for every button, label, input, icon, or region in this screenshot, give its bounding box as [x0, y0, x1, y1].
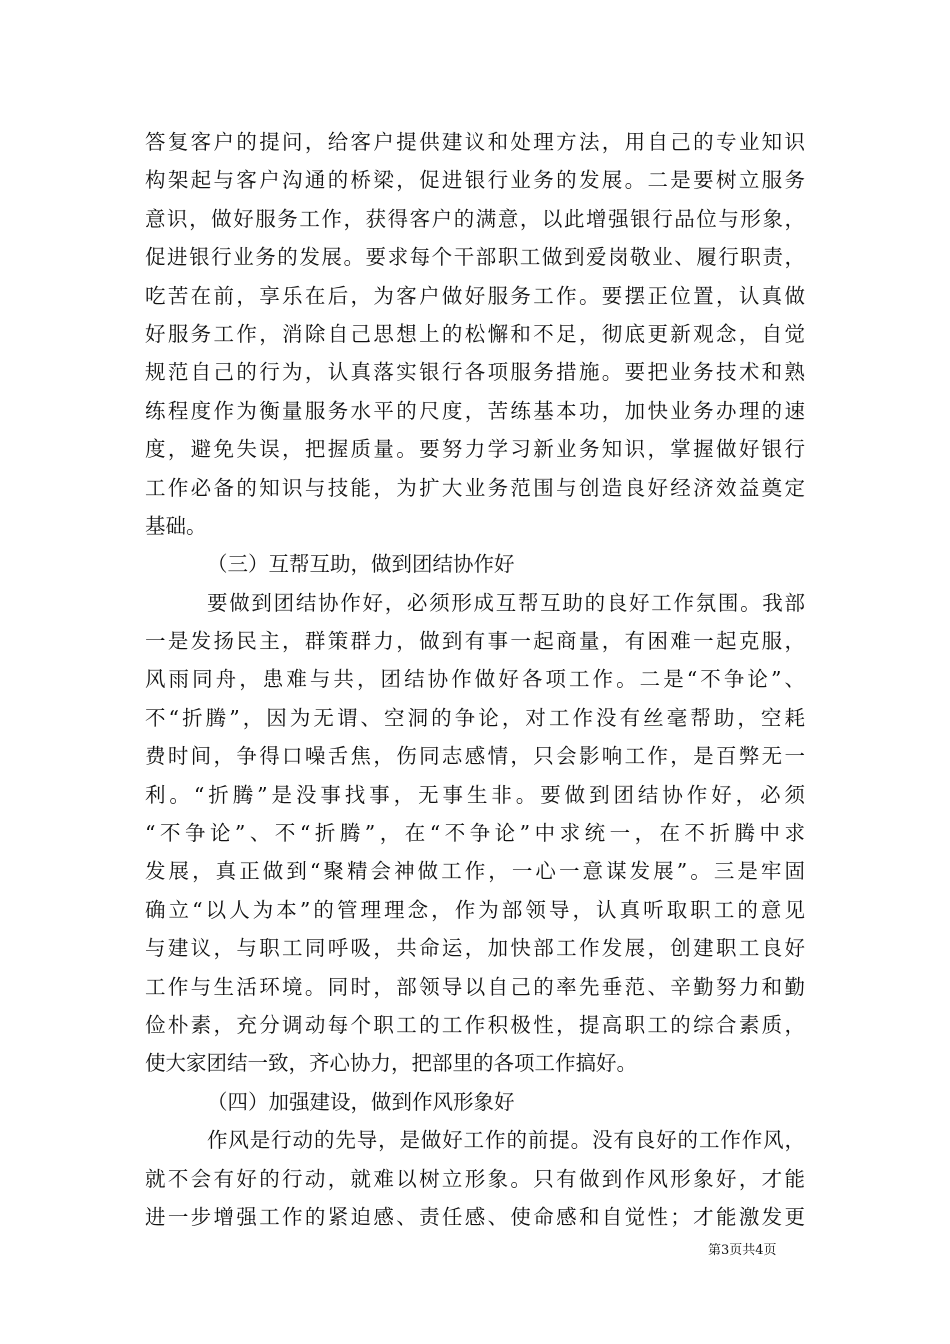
text-line: 练程度作为衡量服务水平的尺度，苦练基本功，加快业务办理的速: [145, 398, 805, 423]
text-line: 风雨同舟，患难与共，团结协作做好各项工作。二是“不争论”、: [145, 667, 805, 692]
text-line: “不争论”、不“折腾”，在“不争论”中求统一，在不折腾中求: [145, 821, 805, 846]
section-heading: （三）互帮互助，做到团结协作好: [207, 552, 515, 577]
text-line: 好服务工作，消除自己思想上的松懈和不足，彻底更新观念，自觉: [145, 321, 805, 346]
text-line: 使大家团结一致，齐心协力，把部里的各项工作搞好。: [145, 1051, 637, 1076]
text-line: 俭朴素，充分调动每个职工的工作积极性，提高职工的综合素质，: [145, 1012, 805, 1037]
text-line: 一是发扬民主，群策群力，做到有事一起商量，有困难一起克服，: [145, 629, 805, 654]
text-line: 度，避免失误，把握质量。要努力学习新业务知识，掌握做好银行: [145, 437, 805, 462]
text-line: 与建议，与职工同呼吸，共命运，加快部工作发展，创建职工良好: [145, 936, 805, 961]
text-line: 工作与生活环境。同时，部领导以自己的率先垂范、辛勤努力和勤: [145, 974, 805, 999]
page-number: 第3页共4页: [708, 1243, 777, 1258]
text-line: 答复客户的提问，给客户提供建议和处理方法，用自己的专业知识: [145, 130, 805, 154]
text-line: 作风是行动的先导，是做好工作的前提。没有良好的工作作风，: [207, 1128, 805, 1153]
text-line: 吃苦在前，享乐在后，为客户做好服务工作。要摆正位置，认真做: [145, 283, 805, 308]
text-line: 规范自己的行为，认真落实银行各项服务措施。要把业务技术和熟: [145, 360, 805, 385]
text-line: 发展，真正做到“聚精会神做工作，一心一意谋发展”。三是牢固: [145, 859, 805, 884]
text-line: 促进银行业务的发展。要求每个干部职工做到爱岗敬业、履行职责，: [145, 245, 805, 270]
text-line: 构架起与客户沟通的桥梁，促进银行业务的发展。二是要树立服务: [145, 168, 805, 193]
text-line: 利。“折腾”是没事找事，无事生非。要做到团结协作好，必须: [145, 782, 805, 807]
section-heading: （四）加强建设，做到作风形象好: [207, 1089, 515, 1114]
document-body: [145, 123, 805, 1236]
text-line: 意识，做好服务工作，获得客户的满意，以此增强银行品位与形象，: [145, 206, 805, 231]
text-line: 确立“以人为本”的管理理念，作为部领导，认真听取职工的意见: [145, 897, 805, 922]
text-line: 不“折腾”，因为无谓、空洞的争论，对工作没有丝毫帮助，空耗: [145, 705, 805, 730]
text-line: 进一步增强工作的紧迫感、责任感、使命感和自觉性；才能激发更: [145, 1204, 805, 1229]
text-line: 要做到团结协作好，必须形成互帮互助的良好工作氛围。我部: [207, 590, 805, 615]
text-line: 就不会有好的行动，就难以树立形象。只有做到作风形象好，才能: [145, 1166, 805, 1191]
text-line: 基础。: [145, 513, 207, 538]
text-line: 工作必备的知识与技能，为扩大业务范围与创造良好经济效益奠定: [145, 475, 805, 500]
text-line: 费时间，争得口噪舌焦，伤同志感情，只会影响工作，是百弊无一: [145, 744, 805, 769]
